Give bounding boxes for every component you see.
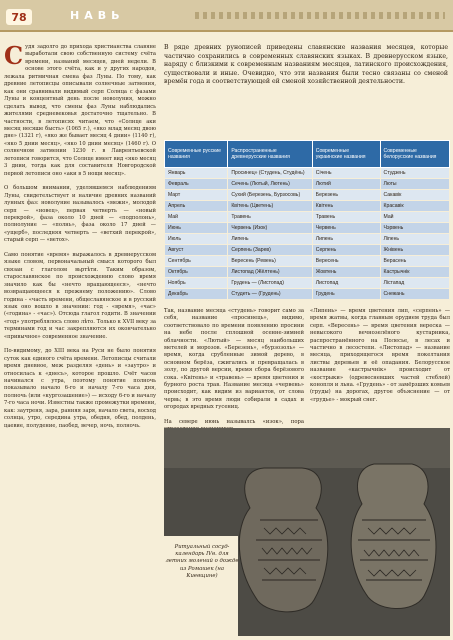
months-table xyxy=(164,140,450,300)
table-cell: Лістапад xyxy=(380,278,449,289)
table-cell: Червень (Изок) xyxy=(228,223,312,234)
table-row xyxy=(165,289,450,300)
table-cell: Лютий xyxy=(312,179,380,190)
intro-paragraph: В ряде древних рунописей приведены славянские названия месяцев, которые частично сохранились в современных славянских языках. В древнерусском языке, наряду с близкими к современным названиям месяцев, латинского происхождения, существовали и иные. Очевидно, что эти названия были тесно связаны со сменой времён года и соответствующей ей сменой хозяйственной деятельности. xyxy=(164,44,448,86)
table-cell: Студеть — (Грудень) xyxy=(228,289,312,300)
table-cell: Красавік xyxy=(380,201,449,212)
column-header: Современные русские названия xyxy=(165,141,228,168)
table-header-row xyxy=(165,141,450,168)
table-row xyxy=(165,201,450,212)
table-cell: Травень xyxy=(312,212,380,223)
paragraph: О большом внимании, уделявшемся наблюдениям Луны, свидетельствует и наличие древних названий лунных фаз: новолуние называлось «межи», молодой серп — «новец», первая четверть — «новый перекрой», фаза около 10 дней — «подполонь», полнолуние — «полнь», фаза около 17 дней — «ущерб», последняя четверть — «ветхий перекрой», старый серп — «ветох». xyxy=(4,185,156,244)
table-cell: Вересень (Ревень) xyxy=(228,256,312,267)
table-cell: Июнь xyxy=(165,223,228,234)
table-cell: Липень xyxy=(312,234,380,245)
table-cell: Квітень xyxy=(312,201,380,212)
table-cell: Квітень (Цветень) xyxy=(228,201,312,212)
drop-cap: С xyxy=(4,41,24,70)
table-cell: Октябрь xyxy=(165,267,228,278)
table-cell: Кастрычнік xyxy=(380,267,449,278)
table-cell: Август xyxy=(165,245,228,256)
table-cell: Червень xyxy=(312,223,380,234)
table-cell: Снежань xyxy=(380,289,449,300)
middle-column xyxy=(164,308,304,441)
table-cell: Студзень xyxy=(380,168,449,179)
table-cell: Декабрь xyxy=(165,289,228,300)
table-cell: Люты xyxy=(380,179,449,190)
table-cell: Апрель xyxy=(165,201,228,212)
table-cell: Жнівень xyxy=(380,245,449,256)
section-title: НАВЬ xyxy=(70,9,125,22)
page-number: 78 xyxy=(6,9,32,25)
table-row xyxy=(165,234,450,245)
table-cell: Сечень (Лютый, Лютень) xyxy=(228,179,312,190)
header-ornament xyxy=(195,12,445,19)
left-column xyxy=(4,41,156,437)
photo-caption: Ритуальный сосуд-календарь IVв. для летних молений о дожде из Ромашек (на Киевщине) xyxy=(165,544,239,579)
column-header: Современные белорусские названия xyxy=(380,141,449,168)
table-cell: Вересень xyxy=(312,256,380,267)
table-cell: Февраль xyxy=(165,179,228,190)
table-body xyxy=(165,168,450,300)
table-cell: Жовтень xyxy=(312,267,380,278)
table-cell: Ноябрь xyxy=(165,278,228,289)
column-header: Современные украинские названия xyxy=(312,141,380,168)
table-cell: Май xyxy=(165,212,228,223)
table-cell: Сентябрь xyxy=(165,256,228,267)
table-row xyxy=(165,267,450,278)
table-cell: Январь xyxy=(165,168,228,179)
table-cell: Июль xyxy=(165,234,228,245)
table-cell: Серпень (Зарев) xyxy=(228,245,312,256)
table-row xyxy=(165,256,450,267)
paragraph: По-видимому, до XIII века на Руси не было понятия суток как единого счёта времени. Летописцы считали время дневное, меж разделяя «день» и «заутро» и относилась к «днесь», которое прошло. Счёт часов начинался с утра, поэтому понятие полночь показывало начало 6-го и началу 7-го часа дня, полночь (или «кургозашение») — исходу 6-го и началу 7-го часа ночи. Известны также промежутки времени, как: заутреня, зара, ранняя заря, начало света, восход солнца, утро, середина утра, обедня, обед, полдень, цаевие, полудение, паобед, вечер, ночь, полночь. xyxy=(4,348,156,429)
table-cell: Липень xyxy=(228,234,312,245)
table-row xyxy=(165,245,450,256)
page-header xyxy=(0,0,453,32)
table-cell: Травень xyxy=(228,212,312,223)
table-cell: Серпень xyxy=(312,245,380,256)
table-row xyxy=(165,179,450,190)
table-cell: Чэрвень xyxy=(380,223,449,234)
table-cell: Березень xyxy=(312,190,380,201)
table-cell: Просинец» (Студень, Студёнь) xyxy=(228,168,312,179)
column-header: Распространенные древнерусские названия xyxy=(228,141,312,168)
table-row xyxy=(165,223,450,234)
table-cell: Ліпень xyxy=(380,234,449,245)
paragraph: Так, название месяца «студень» говорит само за себя, название «просинець», видимо, соответствовало по времени появлению просини на небе после сплошной осенне-зимней облачности. «Лютый» — месяц наибольших метелей и морозов. «Березень», «бурзозоль» — время, когда срубленные зимой дерево, в основном берёза, сжигались и превращалась в золу, по другой версии, время сбора берёзового сока. «Квітень» и «травень» — время цветения и бурного роста трав. Название месяца «червень» происходит, как видим из вариантов, от слова червь; в это время люди собирали в садах и огородах вредных гусениц. xyxy=(164,308,304,411)
table-cell: Сухий (Березень, Бурзосовь) xyxy=(228,190,312,201)
table-cell: Май xyxy=(380,212,449,223)
table-row xyxy=(165,190,450,201)
right-column: «Липень» — время цветения лип, «серпень» — время жатвы, когда главным орудием труда был серп. «Вересень» — время цветения вереска — невысокого вечнозелёного кустарника, распространённого на Полесье, в лесах и частично в лесостепи. «Листопад» — название месяца, приходящегося время покелтания листвы деревьев и её опадания. Белорусское название «кастрычнік» происходит от «кострыки» (одревесневших частей стеблей) конопля и льна. «Грудень» - от замёрзших комьев (груды) на дорогах, другое объяснение — от «грудье» - мокрый снег. xyxy=(310,308,451,403)
table-cell: Грудень xyxy=(312,289,380,300)
table-row xyxy=(165,278,450,289)
table-row xyxy=(165,212,450,223)
table-cell: Листопад xyxy=(312,278,380,289)
paragraph-text: удя задолго до прихода христианства славяне выработали свою собственную систему счёта времени, названий месяцев, дней недели. В основе этого счёта, как и у других народов, лежала ритмичная смена фаз Луны. По тому, как древние летописцы описывали солнечные затмения, как они сравнивали видимый серп Солнца с фазами Луны и концентный день после новолуния, можно сделать вывод, что смены фаз Луны наблюдались жителями средневековья достаточно тщательно. В частности, в летописях читаем, что «Солнце аки месяц несяше бысть» (1065 г.), «яко млад месяц двою днe» (1321 г), «яко же бывает месяц 4 днии» (1140 г), «яко 5 днии месяц», «яко 10 днии месяц» (1460 г). О солнечном затмении 1230 г. в Лаврентьевской летописи говорится, что Солнце имеет вид «яко месяц 3 днии, тогда как для составителя Новгородской первой летописи оно «аки в 5 нощи месяц». xyxy=(4,44,156,177)
paragraph xyxy=(4,41,156,178)
paragraph: На севере июнь называлсь «изок», пора xyxy=(164,418,304,425)
table-cell: Март xyxy=(165,190,228,201)
table-cell: Сакавік xyxy=(380,190,449,201)
table-cell: Верасень xyxy=(380,256,449,267)
paragraph: Само понятие «время» выражалось в древнерусском языке словом, первоначальный смысл которого был связан с глаголом вьртѣти. Таким образом, старославянское по происхождению слово время значило как бы «нечто вращающееся», «нечто возвращающееся к прежнему положению». Слово година - «часть времени, общеславянское и в русский язык оно вошло в значении: год - «время», «час» («година» - «час»). Отсюда глагол годити. В значении «год» употреблялось слово лѣто. Только к XVII веку за терминами год и час закрепляются их окончательно «привычное» современное значение. xyxy=(4,251,156,340)
table-cell: Грудень — (Листопад) xyxy=(228,278,312,289)
table-cell: Січень xyxy=(312,168,380,179)
table-row xyxy=(165,168,450,179)
table-cell: Листопад (Жёлтень) xyxy=(228,267,312,278)
